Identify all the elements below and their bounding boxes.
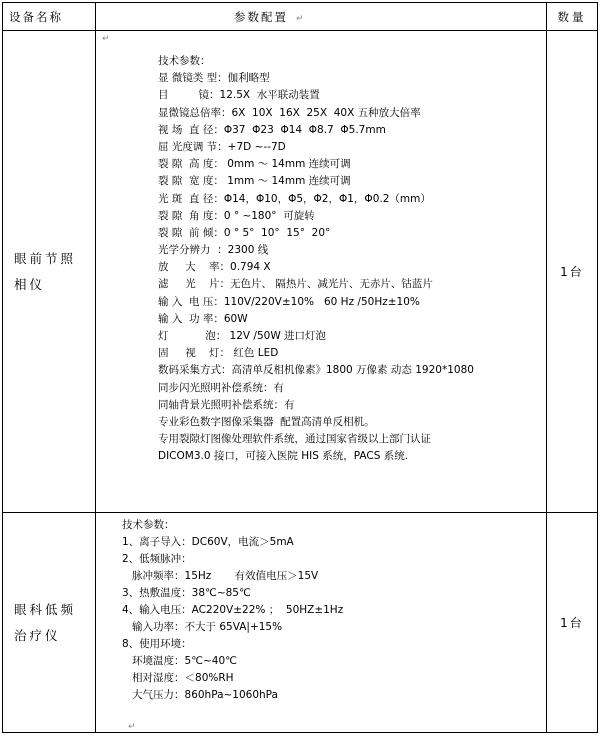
header-parameters: 参数配置 ↵ — [96, 3, 547, 31]
param-line: 同轴背景光照明补偿系统：有 — [158, 398, 295, 411]
param-line: 环境温度：5℃~40℃ — [122, 655, 237, 667]
param-line: 滤 光 片：无色片、 隔热片、减光片、无赤片、钴蓝片 — [158, 278, 433, 291]
device-name-cell — [3, 31, 96, 513]
quantity-cell — [547, 31, 598, 513]
param-line: 裂 隙 角 度：0 ° ~180° 可旋转 — [158, 209, 315, 222]
header-device-name: 设备名称 — [3, 3, 96, 31]
param-line: 放 大 率：0.794 X — [158, 261, 271, 274]
param-line: 同步闪光照明补偿系统：有 — [158, 381, 284, 394]
param-line: 技术参数： — [122, 519, 175, 531]
parameters-cell: ↵ 技术参数： 显 微镜类 型：伽利略型 目 镜：12.5X 水平联动装置 显微镜总倍率：6X 10X 16X 25X 40X 五种放大倍率 视 场 直 径：Φ37 Φ23 Φ14 Φ8.7 Φ5.7mm 屈 光度调 节：+7D ~--7D 裂 隙 高 度： 0mm ～ 14mm 连续可调 裂 隙 宽 度： 1mm ～ 14mm 连续可调 光 斑 直 径：Φ14，Φ10，Φ5，Φ2，Φ1，Φ0.2（mm） 裂 隙 角 度：0 ° ~180° 可旋转 裂 隙 前 倾：0 ° 5° 10° 15° 20° 光学分辨力 ：2300 线 放 大 率：0.794 X 滤 光 片：无色片、 隔热片、减光片、无赤片、钴蓝片 输 入 电 压：110V/220V±10% 60 Hz /50Hz±10% 输 入 功 率：60W 灯 泡： 12V /50W 进口灯泡 固 视 灯： 红色 LED 数码采集方式：高清单反相机像素》1800 万像素 动态 1920*1080 同步闪光照明补偿系统：有 同轴背景光照明补偿系统：有 专业彩色数字图像采集器 配置高清单反相机。 专用裂隙灯图像处理软件系统，通过国家省级以上部门认证 DICOM3.0 接口，可接入医院 HIS 系统，PACS 系统. — [96, 31, 547, 513]
param-line: 光 斑 直 径：Φ14，Φ10，Φ5，Φ2，Φ1，Φ0.2（mm） — [158, 192, 431, 205]
param-line: 光学分辨力 ：2300 线 — [158, 244, 269, 257]
param-line: 显 微镜类 型：伽利略型 — [158, 72, 270, 85]
param-line: 相对湿度：＜80%RH — [122, 672, 234, 684]
param-line: 2、低频脉冲： — [122, 553, 192, 565]
param-line: 专用裂隙灯图像处理软件系统，通过国家省级以上部门认证 — [158, 433, 431, 446]
param-line: 输 入 电 压：110V/220V±10% 60 Hz /50Hz±10% — [158, 295, 420, 308]
quantity-value: 1台 — [560, 265, 584, 279]
quantity-value: 1台 — [560, 616, 584, 630]
param-line: 3、热敷温度：38℃~85℃ — [122, 587, 251, 599]
param-line: 裂 隙 宽 度： 1mm ～ 14mm 连续可调 — [158, 175, 351, 188]
param-line: 数码采集方式：高清单反相机像素》1800 万像素 动态 1920*1080 — [158, 364, 474, 377]
parameters-cell: 技术参数： 1、离子导入：DC60V，电流＞5mA 2、低频脉冲： 脉冲频率：15Hz 有效值电压＞15V 3、热敷温度：38℃~85℃ 4、输入电压：AC220V±22% ； 50HZ±1Hz 输入功率：不大于 65VA|+15% 8、使用环境： 环境温度：5℃~40℃ 相对湿度：＜80%RH 大气压力：860hPa~1060hPa ↵ — [96, 513, 547, 733]
device-name: 眼科低频治疗仪 — [14, 601, 77, 643]
param-line: 显微镜总倍率：6X 10X 16X 25X 40X 五种放大倍率 — [158, 106, 421, 119]
header-quantity: 数量 — [547, 3, 598, 31]
param-line: 输入功率：不大于 65VA|+15% — [122, 621, 283, 633]
param-line: 视 场 直 径：Φ37 Φ23 Φ14 Φ8.7 Φ5.7mm — [158, 123, 386, 136]
param-list — [122, 517, 546, 704]
param-line: 屈 光度调 节：+7D ~--7D — [158, 140, 286, 153]
param-line: 固 视 灯： 红色 LED — [158, 347, 279, 360]
param-line: DICOM3.0 接口，可接入医院 HIS 系统，PACS 系统. — [158, 450, 409, 463]
device-name-cell — [3, 513, 96, 733]
spec-table — [2, 2, 598, 733]
param-line: 输 入 功 率：60W — [158, 312, 248, 325]
param-list — [96, 53, 546, 466]
param-line: 1、离子导入：DC60V，电流＞5mA — [122, 536, 294, 548]
param-line: 技术参数： — [158, 55, 211, 67]
param-line: 脉冲频率：15Hz 有效值电压＞15V — [122, 570, 319, 582]
param-line: 灯 泡： 12V /50W 进口灯泡 — [158, 330, 327, 342]
param-line: 8、使用环境： — [122, 638, 192, 650]
param-line: 大气压力：860hPa~1060hPa — [122, 689, 278, 701]
param-line: 目 镜：12.5X 水平联动装置 — [158, 89, 320, 102]
header-row — [3, 3, 598, 31]
param-line: 专业彩色数字图像采集器 配置高清单反相机。 — [158, 415, 375, 428]
param-line: 4、输入电压：AC220V±22% ； 50HZ±1Hz — [122, 604, 344, 616]
param-line: 裂 隙 前 倾：0 ° 5° 10° 15° 20° — [158, 226, 331, 239]
quantity-cell — [547, 513, 598, 733]
param-line: 裂 隙 高 度： 0mm ～ 14mm 连续可调 — [158, 158, 351, 171]
table-row — [3, 513, 598, 733]
device-name: 眼前节照相仪 — [14, 250, 77, 292]
table-row — [3, 31, 598, 513]
